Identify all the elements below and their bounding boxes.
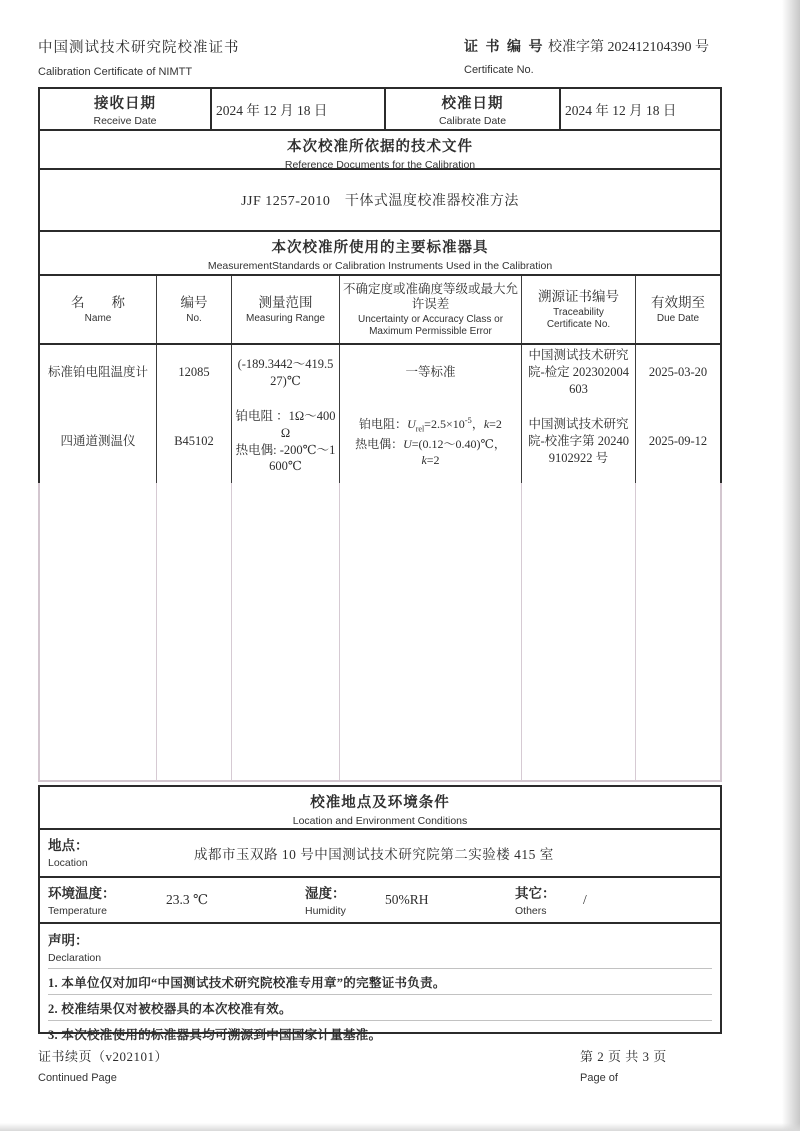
page-header bbox=[38, 36, 722, 87]
receive-date-label bbox=[40, 89, 210, 129]
footer-right bbox=[580, 1046, 722, 1084]
unc-l3-k: k bbox=[421, 452, 427, 467]
certificate-number-value: 校准字第 202412104390 号 bbox=[548, 40, 709, 55]
calibrate-date-label-cn: 校准日期 bbox=[441, 96, 504, 112]
scan-edge-shadow-right bbox=[782, 0, 800, 1131]
row1-range: (-189.3442～419.527)℃ bbox=[237, 356, 334, 388]
col-uncertainty-en: Uncertainty or Accuracy Class or Maximum Permissible Error bbox=[357, 313, 504, 337]
temperature-label-en: Temperature bbox=[48, 905, 107, 917]
unc-l1-mid: =2.5×10 bbox=[424, 417, 465, 432]
issuer-title-cn: 中国测试技术研究院校准证书 bbox=[38, 40, 240, 56]
col-header-uncertainty bbox=[339, 276, 521, 343]
location-title-cn: 校准地点及环境条件 bbox=[310, 795, 450, 811]
declaration-section bbox=[38, 922, 722, 1042]
row2-due: 2025-09-12 bbox=[648, 434, 708, 449]
unc-l1-sub: rel bbox=[415, 424, 425, 434]
calibrate-date-label bbox=[384, 89, 559, 129]
row1-name: 标准铂电阻温度计 bbox=[47, 365, 148, 380]
reference-section-title bbox=[38, 129, 722, 170]
unc-l1-sup: -5 bbox=[464, 415, 472, 426]
declaration-title-en: Declaration bbox=[48, 952, 102, 964]
declaration-title-cn: 声明： bbox=[48, 933, 89, 948]
receive-date-value: 2024 年 12 月 18 日 bbox=[210, 89, 384, 129]
col-due-cn: 有效期至 bbox=[651, 294, 705, 310]
declaration-item-1: 1. 本单位仅对加印“中国测试技术研究院校准专用章”的完整证书负责。 bbox=[48, 968, 712, 994]
unc-l1-label: 铂电阻： bbox=[359, 417, 408, 432]
standards-table-empty-area bbox=[38, 483, 722, 782]
others-label-en: Others bbox=[515, 905, 547, 917]
location-label-cn: 地点： bbox=[48, 838, 89, 853]
col-header-range bbox=[231, 276, 339, 343]
scan-edge-shadow-bottom bbox=[0, 1123, 800, 1131]
row2-range-line1: 铂电阻 ：1Ω～400Ω bbox=[235, 408, 336, 440]
row2-range-line2: 热电偶: -200℃～1600℃ bbox=[235, 442, 336, 474]
calibrate-date-value: 2024 年 12 月 18 日 bbox=[559, 89, 720, 129]
certificate-number-label-cn: 证 书 编 号 bbox=[464, 40, 545, 55]
receive-date-label-en: Receive Date bbox=[93, 115, 157, 127]
empty-col-traceability bbox=[521, 483, 635, 780]
empty-col-due bbox=[635, 483, 720, 780]
footer-left bbox=[38, 1046, 168, 1084]
unc-l2-mid: =(0.12～0.40)℃， bbox=[411, 436, 506, 451]
humidity-label-cn: 湿度： bbox=[305, 886, 346, 901]
issuer-title-en: Calibration Certificate of NIMTT bbox=[38, 66, 193, 78]
receive-date-label-cn: 接收日期 bbox=[94, 96, 156, 112]
column-traceability bbox=[521, 345, 635, 483]
row2-uncertainty-line1 bbox=[359, 415, 502, 435]
col-traceability-en2: Certificate No. bbox=[546, 318, 611, 330]
empty-col-uncertainty bbox=[339, 483, 521, 780]
col-range-en: Measuring Range bbox=[246, 312, 325, 324]
col-header-name bbox=[40, 276, 156, 343]
unc-l1-sep: ， bbox=[471, 417, 484, 432]
humidity-label-en: Humidity bbox=[305, 905, 346, 917]
temperature-label-cn: 环境温度： bbox=[48, 886, 116, 901]
column-uncertainty bbox=[339, 345, 521, 483]
col-traceability-en1: Traceability bbox=[553, 306, 604, 318]
col-traceability-en bbox=[547, 307, 610, 331]
page-number-en: Page of bbox=[580, 1072, 618, 1084]
location-value: 成都市玉双路 10 号中国测试技术研究院第二实验楼 415 室 bbox=[194, 847, 554, 862]
col-header-no bbox=[156, 276, 231, 343]
unc-l2-label: 热电偶： bbox=[355, 436, 404, 451]
certificate-number-label-en: Certificate No. bbox=[464, 64, 534, 76]
col-uncertainty-cn: 不确定度或准确度等级或最大允许误差 bbox=[342, 281, 518, 311]
location-label-en: Location bbox=[48, 857, 88, 869]
row2-uncertainty-line3 bbox=[421, 452, 439, 468]
location-title-en: Location and Environment Conditions bbox=[292, 815, 468, 827]
unc-l1-end: =2 bbox=[489, 417, 502, 432]
temperature-group bbox=[40, 878, 305, 922]
empty-col-range bbox=[231, 483, 339, 780]
row1-uncertainty: 一等标准 bbox=[405, 365, 456, 380]
row2-range bbox=[232, 400, 339, 483]
others-label-cn: 其它： bbox=[515, 886, 556, 901]
col-no-cn: 编号 bbox=[180, 294, 208, 310]
column-no bbox=[156, 345, 231, 483]
location-section-title bbox=[38, 785, 722, 830]
standards-table-body bbox=[38, 343, 722, 483]
row2-uncertainty-line2 bbox=[355, 436, 506, 452]
page-content bbox=[38, 36, 722, 1084]
others-value: / bbox=[583, 892, 587, 907]
page-footer bbox=[38, 1046, 722, 1084]
unc-l1-k: k bbox=[483, 417, 490, 432]
continued-page-en: Continued Page bbox=[38, 1072, 117, 1084]
col-traceability-cn: 溯源证书编号 bbox=[538, 288, 619, 304]
humidity-value: 50%RH bbox=[385, 892, 429, 907]
standards-title-cn: 本次校准所使用的主要标准器具 bbox=[271, 240, 489, 256]
humidity-group bbox=[305, 878, 515, 922]
declaration-item-2: 2. 校准结果仅对被校器具的本次校准有效。 bbox=[48, 994, 712, 1020]
temperature-label bbox=[40, 878, 152, 922]
col-name-cn: 名 称 bbox=[71, 294, 125, 310]
row2-traceability: 中国测试技术研究院-校准字第 202409102922 号 bbox=[527, 417, 630, 466]
col-due-en: Due Date bbox=[656, 312, 700, 324]
continued-page-cn: 证书续页（v202101） bbox=[38, 1049, 169, 1064]
environment-row bbox=[38, 876, 722, 924]
dates-table bbox=[38, 87, 722, 131]
column-due bbox=[635, 345, 720, 483]
row2-uncertainty bbox=[340, 400, 521, 483]
calibrate-date-label-en: Calibrate Date bbox=[438, 115, 507, 127]
location-row bbox=[38, 828, 722, 878]
row1-no: 12085 bbox=[178, 365, 210, 380]
column-name bbox=[40, 345, 156, 483]
row2-no: B45102 bbox=[174, 434, 214, 449]
unc-l1-symbol: U bbox=[407, 417, 416, 432]
col-range-cn: 测量范围 bbox=[258, 294, 313, 310]
col-header-due bbox=[635, 276, 720, 343]
temperature-value: 23.3 ℃ bbox=[166, 892, 209, 907]
others-group bbox=[515, 878, 720, 922]
row1-due: 2025-03-20 bbox=[648, 365, 708, 380]
empty-col-name bbox=[40, 483, 156, 780]
reference-document: JJF 1257-2010 干体式温度校准器校准方法 bbox=[38, 168, 722, 232]
reference-title-cn: 本次校准所依据的技术文件 bbox=[287, 139, 473, 155]
empty-col-no bbox=[156, 483, 231, 780]
standards-table-header bbox=[38, 274, 722, 345]
col-no-en: No. bbox=[186, 312, 202, 324]
col-header-traceability bbox=[521, 276, 635, 343]
page-number-cn: 第 2 页 共 3 页 bbox=[580, 1049, 667, 1064]
certificate-number-line bbox=[464, 36, 722, 56]
standards-title-en: MeasurementStandards or Calibration Instruments Used in the Calibration bbox=[207, 260, 553, 272]
standards-section-title bbox=[38, 230, 722, 276]
col-name-en: Name bbox=[84, 312, 112, 324]
others-label bbox=[515, 878, 569, 922]
reference-title-en: Reference Documents for the Calibration bbox=[284, 159, 476, 171]
issuer-title bbox=[38, 36, 240, 87]
row1-traceability: 中国测试技术研究院-检定 202302004603 bbox=[527, 348, 630, 397]
column-range bbox=[231, 345, 339, 483]
declaration-item-3: 3. 本次校准使用的标准器具均可溯源到中国国家计量基准。 bbox=[48, 1020, 712, 1046]
humidity-label bbox=[305, 878, 371, 922]
certificate-number-block bbox=[464, 36, 722, 87]
row2-name: 四通道测温仪 bbox=[60, 434, 136, 449]
location-label bbox=[40, 830, 152, 876]
unc-l2-symbol: U bbox=[403, 436, 412, 451]
unc-l3-end: =2 bbox=[426, 452, 440, 467]
